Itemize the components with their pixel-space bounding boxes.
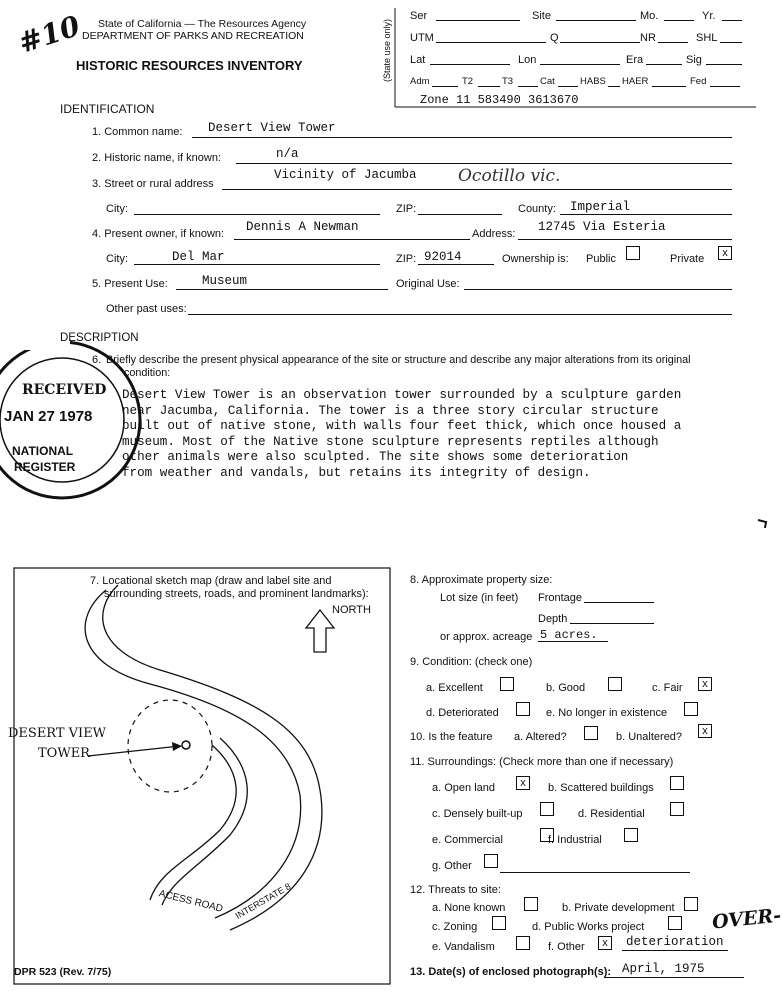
residential-checkbox[interactable] bbox=[670, 802, 684, 816]
other-past-uses-label: Other past uses: bbox=[106, 303, 187, 315]
common-name-label: 1. Common name: bbox=[92, 126, 183, 138]
private-label: Private bbox=[670, 253, 705, 265]
county-label: County: bbox=[518, 203, 556, 215]
stamp-national: NATIONAL bbox=[12, 444, 74, 458]
lat-label: Lat bbox=[410, 54, 426, 66]
public-works-checkbox[interactable] bbox=[668, 916, 682, 930]
threats-label: 12. Threats to site: bbox=[410, 884, 501, 896]
street-label: 3. Street or rural address bbox=[92, 178, 214, 190]
stamp-date: JAN 27 1978 bbox=[4, 408, 93, 425]
sketch-label: 7. Locational sketch map (draw and label site and bbox=[90, 575, 332, 587]
owner-label: 4. Present owner, if known: bbox=[92, 228, 225, 240]
haer-label: HAER bbox=[622, 76, 649, 87]
original-use-label: Original Use: bbox=[396, 278, 460, 290]
private-checkbox[interactable]: x bbox=[718, 246, 732, 260]
form-title: HISTORIC RESOURCES INVENTORY bbox=[76, 58, 303, 73]
description-prompt: Briefly describe the present physical appearance of the site or structure and describe any major alterations from its original bbox=[106, 354, 691, 366]
description-line: built out of native stone, with walls four feet thick, which once housed a bbox=[122, 419, 682, 433]
commercial-label: e. Commercial bbox=[432, 834, 503, 846]
north-arrow bbox=[306, 610, 334, 652]
tower-pointer bbox=[88, 746, 180, 756]
over-note: OVER- bbox=[711, 904, 782, 934]
altered-label: a. Altered? bbox=[514, 731, 567, 743]
description-line: from weather and vandals, but retains its integrity of design. bbox=[122, 465, 591, 480]
description-heading: DESCRIPTION bbox=[60, 332, 139, 344]
ownership-label: Ownership is: bbox=[502, 253, 569, 265]
shl-label: SHL bbox=[696, 32, 718, 44]
stamp-received: RECEIVED bbox=[22, 382, 107, 398]
property-size-label: 8. Approximate property size: bbox=[410, 574, 553, 586]
scattered-label: b. Scattered buildings bbox=[548, 782, 654, 794]
interstate-label: INTERSTATE 8 bbox=[233, 881, 293, 921]
condition-label: 9. Condition: (check one) bbox=[410, 656, 533, 668]
adm-label: Adm bbox=[410, 76, 430, 87]
site-boundary bbox=[128, 700, 212, 792]
frontage-label: Frontage bbox=[538, 592, 583, 604]
stamp-register: REGISTER bbox=[14, 460, 76, 474]
excellent-checkbox[interactable] bbox=[500, 677, 514, 691]
interstate-road bbox=[85, 585, 322, 930]
mo-label: Mo. bbox=[640, 10, 659, 22]
acreage-value[interactable]: 5 acres. bbox=[540, 628, 598, 642]
common-name-value[interactable]: Desert View Tower bbox=[208, 121, 336, 135]
margin-number: #10 bbox=[14, 9, 85, 60]
vandalism-label: e. Vandalism bbox=[432, 941, 495, 953]
access-road-label: ACESS ROAD bbox=[157, 888, 224, 915]
deteriorated-label: d. Deteriorated bbox=[426, 707, 499, 719]
north-label: NORTH bbox=[332, 604, 371, 616]
access-road bbox=[150, 738, 247, 905]
sketch-label-cont: surrounding streets, roads, and prominent landmarks): bbox=[104, 588, 369, 600]
site-label-cont: TOWER bbox=[38, 746, 90, 761]
description-prompt-cont: condition: bbox=[124, 367, 171, 379]
tower-marker bbox=[182, 741, 190, 749]
identification-heading: IDENTIFICATION bbox=[60, 102, 155, 116]
industrial-checkbox[interactable] bbox=[624, 828, 638, 842]
depth-label: Depth bbox=[538, 613, 568, 625]
unaltered-label: b. Unaltered? bbox=[616, 731, 683, 743]
deteriorated-checkbox[interactable] bbox=[516, 702, 530, 716]
description-line: near Jacumba, California. The tower is a three story circular structure bbox=[122, 403, 659, 418]
t2-label: T2 bbox=[462, 76, 474, 87]
zoning-checkbox[interactable] bbox=[492, 916, 506, 930]
owner-zip-value[interactable]: 92014 bbox=[424, 250, 462, 264]
none-known-label: a. None known bbox=[432, 902, 506, 914]
utm-label: UTM bbox=[410, 32, 434, 44]
city-label: City: bbox=[106, 203, 128, 215]
none-known-checkbox[interactable] bbox=[524, 897, 538, 911]
description-text bbox=[122, 388, 681, 481]
unaltered-checkbox[interactable]: x bbox=[698, 724, 712, 738]
nr-label: NR bbox=[640, 32, 656, 44]
ser-label: Ser bbox=[410, 10, 428, 22]
historic-name-value[interactable]: n/a bbox=[276, 147, 299, 161]
other-threat-label: f. Other bbox=[548, 941, 585, 953]
description-line: museum. Most of the Native stone sculpture represents reptiles although bbox=[122, 434, 659, 449]
description-prompt-num: 6. bbox=[92, 354, 102, 366]
address-label: Address: bbox=[472, 228, 516, 240]
site-label: DESERT VIEW bbox=[8, 726, 107, 741]
owner-city-value[interactable]: Del Mar bbox=[172, 250, 225, 264]
sig-label: Sig bbox=[686, 54, 702, 66]
county-value[interactable]: Imperial bbox=[570, 200, 631, 214]
site-label: Site bbox=[532, 10, 551, 22]
industrial-label: f. Industrial bbox=[548, 834, 602, 846]
owner-value[interactable]: Dennis A Newman bbox=[246, 220, 359, 234]
public-label: Public bbox=[586, 253, 616, 265]
densely-label: c. Densely built-up bbox=[432, 808, 523, 820]
state-use-label: (State use only) bbox=[382, 18, 392, 82]
zone-value: Zone 11 583490 3613670 bbox=[420, 93, 579, 107]
t3-label: T3 bbox=[502, 76, 514, 87]
street-value[interactable]: Vicinity of Jacumba bbox=[274, 168, 417, 182]
street-handwritten: Ocotillo vic. bbox=[458, 166, 561, 186]
public-works-label: d. Public Works project bbox=[532, 921, 645, 933]
no-longer-label: e. No longer in existence bbox=[546, 707, 668, 719]
feature-label: 10. Is the feature bbox=[410, 731, 493, 743]
habs-label: HABS bbox=[580, 76, 606, 87]
fair-label: c. Fair bbox=[652, 682, 683, 694]
open-land-label: a. Open land bbox=[432, 782, 495, 794]
residential-label: d. Residential bbox=[578, 808, 645, 820]
other-threat-value[interactable]: deterioration bbox=[626, 935, 724, 949]
yr-label: Yr. bbox=[702, 10, 716, 22]
present-use-value[interactable]: Museum bbox=[202, 274, 248, 288]
lot-size-label: Lot size (in feet) bbox=[440, 592, 519, 604]
description-line: Desert View Tower is an observation tower surrounded by a sculpture garden bbox=[122, 388, 682, 402]
zip-label: ZIP: bbox=[396, 203, 417, 215]
private-dev-checkbox[interactable] bbox=[684, 897, 698, 911]
owner-city-label: City: bbox=[106, 253, 128, 265]
good-checkbox[interactable] bbox=[608, 677, 622, 691]
agency-line1: State of California — The Resources Agency bbox=[98, 18, 307, 30]
era-label: Era bbox=[626, 54, 644, 66]
public-checkbox[interactable] bbox=[626, 246, 640, 260]
lon-label: Lon bbox=[518, 54, 537, 66]
surroundings-label: 11. Surroundings: (Check more than one if necessary) bbox=[410, 756, 674, 768]
owner-zip-label: ZIP: bbox=[396, 253, 417, 265]
vandalism-checkbox[interactable] bbox=[516, 936, 530, 950]
description-line: other animals were also sculpted. The site shows some deterioration bbox=[122, 450, 629, 464]
photographs-value[interactable]: April, 1975 bbox=[622, 962, 705, 976]
other-threat-checkbox[interactable]: x bbox=[598, 936, 612, 950]
acreage-label: or approx. acreage bbox=[440, 631, 533, 643]
present-use-label: 5. Present Use: bbox=[92, 278, 168, 290]
agency-line2: DEPARTMENT OF PARKS AND RECREATION bbox=[82, 30, 304, 42]
scattered-checkbox[interactable] bbox=[670, 776, 684, 790]
open-land-checkbox[interactable]: x bbox=[516, 776, 530, 790]
address-value[interactable]: 12745 Via Esteria bbox=[538, 220, 666, 234]
good-label: b. Good bbox=[546, 682, 586, 694]
form-number: DPR 523 (Rev. 7/75) bbox=[14, 966, 112, 978]
densely-checkbox[interactable] bbox=[540, 802, 554, 816]
other-surroundings-label: g. Other bbox=[432, 860, 472, 872]
excellent-label: a. Excellent bbox=[426, 682, 483, 694]
fair-checkbox[interactable]: x bbox=[698, 677, 712, 691]
historic-name-label: 2. Historic name, if known: bbox=[92, 152, 221, 164]
fed-label: Fed bbox=[690, 76, 707, 87]
q-label: Q bbox=[550, 32, 559, 44]
no-longer-checkbox[interactable] bbox=[684, 702, 698, 716]
private-dev-label: b. Private development bbox=[562, 902, 675, 914]
cat-label: Cat bbox=[540, 76, 555, 87]
other-surroundings-checkbox[interactable] bbox=[484, 854, 498, 868]
photographs-label: 13. Date(s) of enclosed photograph(s): bbox=[410, 966, 612, 978]
altered-checkbox[interactable] bbox=[584, 726, 598, 740]
zoning-label: c. Zoning bbox=[432, 921, 478, 933]
